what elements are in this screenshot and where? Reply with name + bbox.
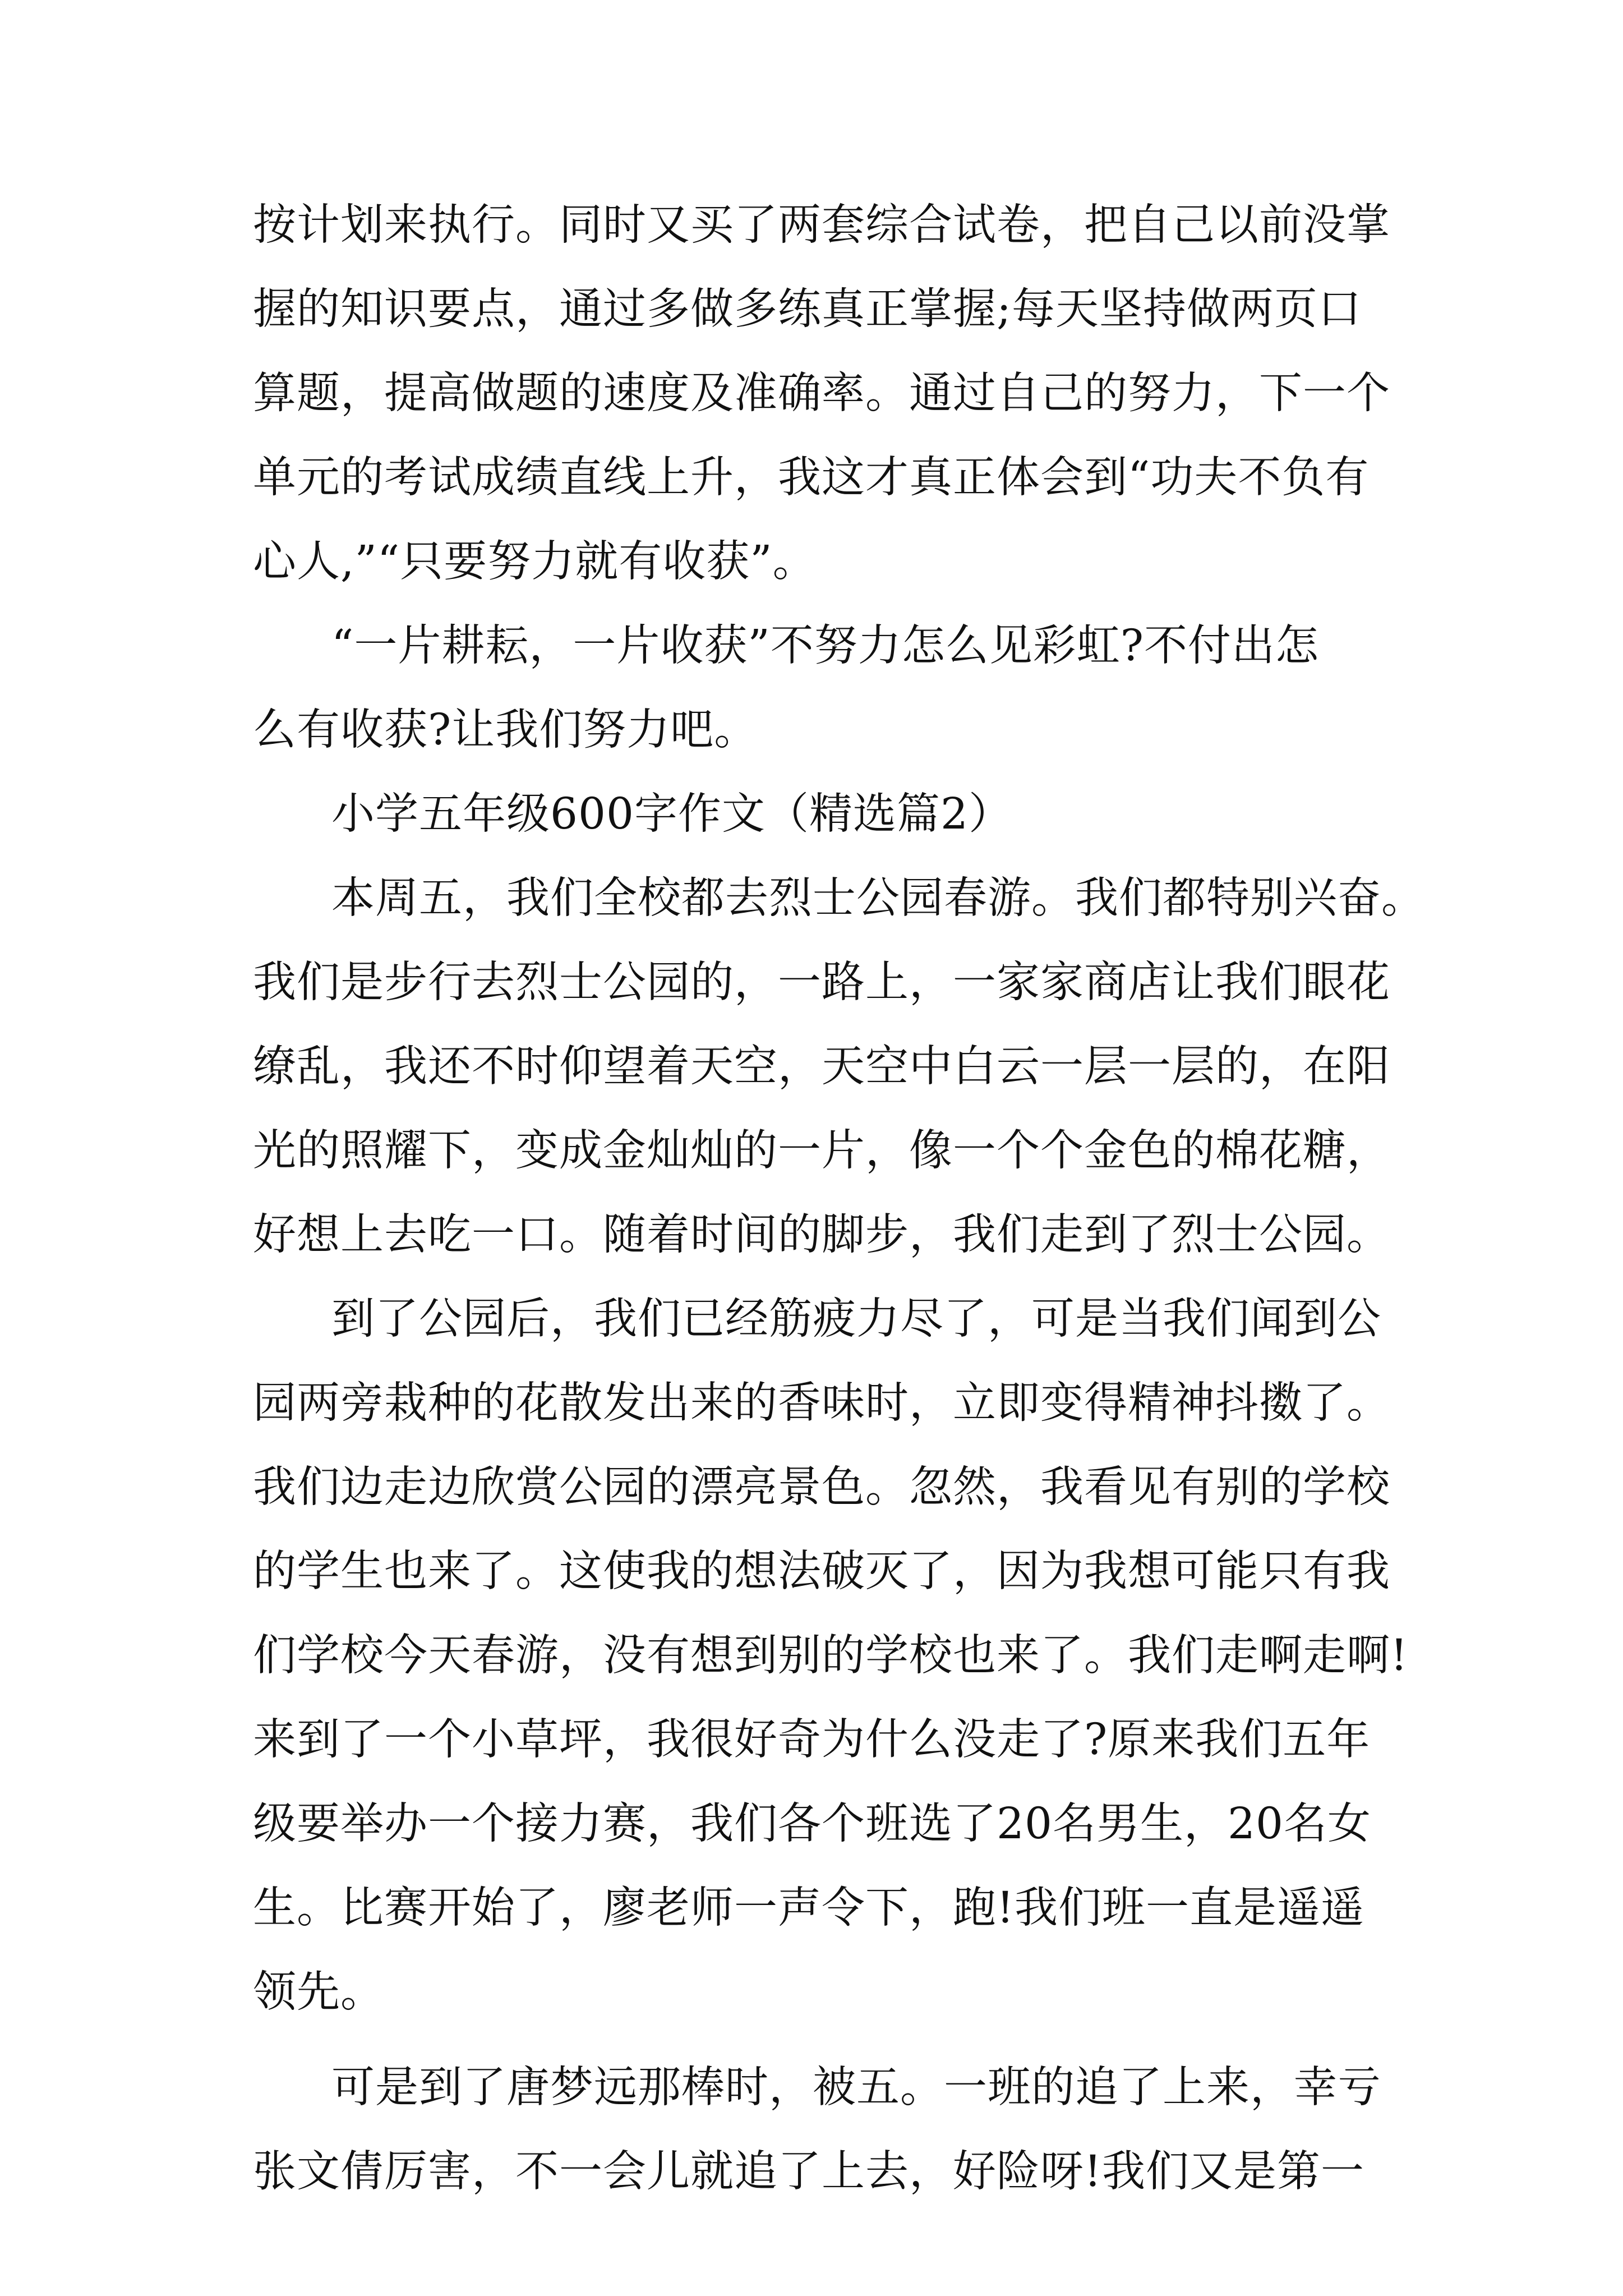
text-line: 我们边走边欣赏公园的漂亮景色。忽然，我看见有别的学校 — [253, 1462, 1390, 1512]
text-line: “一片耕耘，一片收获”不努力怎么见彩虹?不付出怎 — [331, 621, 1320, 671]
text-line: 本周五，我们全校都去烈士公园春游。我们都特别兴奋。 — [331, 873, 1425, 923]
text-line: 算题，提高做题的速度及准确率。通过自己的努力，下一个 — [253, 369, 1390, 418]
text-line: 可是到了唐梦远那棒时，被五。一班的追了上来，幸亏 — [331, 2063, 1381, 2113]
text-line: 张文倩厉害，不一会儿就追了上去，好险呀!我们又是第一 — [253, 2147, 1364, 2197]
text-line: 的学生也来了。这使我的想法破灭了，因为我想可能只有我 — [253, 1547, 1390, 1596]
text-line: 单元的考试成绩直线上升，我这才真正体会到“功夫不负有 — [253, 453, 1370, 503]
text-line: 缭乱，我还不时仰望着天空，天空中白云一层一层的，在阳 — [253, 1042, 1390, 1092]
section-heading: 小学五年级600字作文（精选篇2） — [331, 789, 1012, 839]
text-line: 好想上去吃一口。随着时间的脚步，我们走到了烈士公园。 — [253, 1210, 1390, 1260]
text-line: 生。比赛开始了，廖老师一声令下，跑!我们班一直是遥遥 — [253, 1883, 1364, 1933]
text-line: 光的照耀下，变成金灿灿的一片，像一个个金色的棉花糖， — [253, 1126, 1390, 1176]
text-line: 级要举办一个接力赛，我们各个班选了20名男生，20名女 — [253, 1799, 1371, 1849]
text-line: 么有收获?让我们努力吧。 — [253, 705, 758, 755]
text-line: 来到了一个小草坪，我很好奇为什么没走了?原来我们五年 — [253, 1715, 1371, 1765]
text-line: 按计划来执行。同时又买了两套综合试卷，把自己以前没掌 — [253, 200, 1390, 250]
text-line: 握的知识要点，通过多做多练真正掌握;每天坚持做两页口 — [253, 284, 1362, 334]
text-line: 心人,”“只要努力就有收获”。 — [253, 537, 817, 587]
text-line: 到了公园后，我们已经筋疲力尽了，可是当我们闻到公 — [331, 1294, 1381, 1344]
text-line: 领先。 — [253, 1967, 384, 2017]
text-line: 园两旁栽种的花散发出来的香味时，立即变得精神抖擞了。 — [253, 1378, 1390, 1428]
text-line: 我们是步行去烈士公园的，一路上，一家家商店让我们眼花 — [253, 958, 1390, 1007]
text-line: 们学校今天春游，没有想到别的学校也来了。我们走啊走啊! — [253, 1631, 1408, 1681]
